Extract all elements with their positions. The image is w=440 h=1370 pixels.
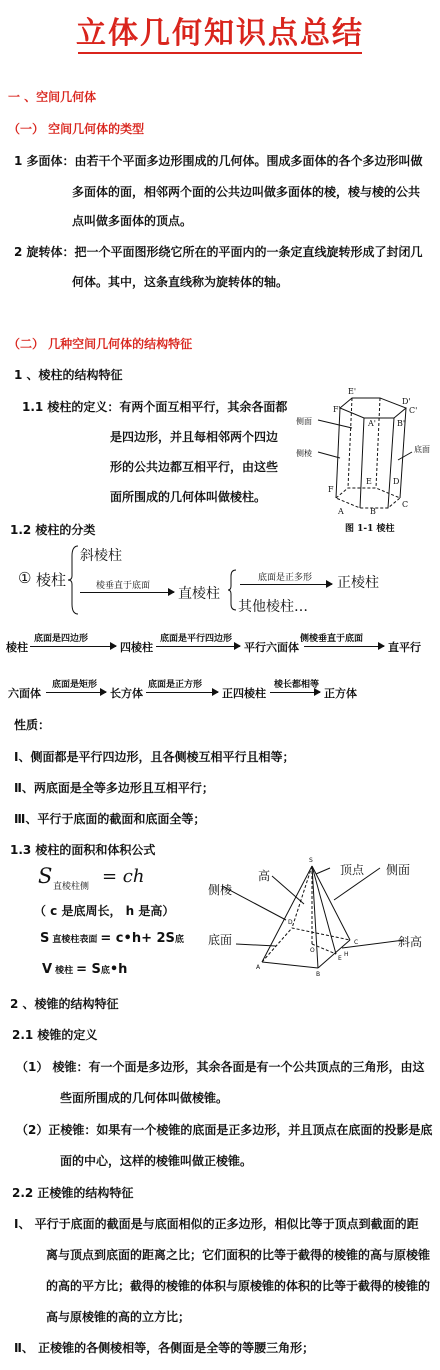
chain1-node-2: 四棱柱 [120, 641, 153, 654]
vertex-label-f: F [328, 485, 334, 494]
formula-volume-sub2: 底 [100, 966, 110, 976]
chain2-node-3: 正四棱柱 [222, 687, 266, 700]
chain1-cond-1: 底面是四边形 [34, 634, 89, 644]
pyramid-def2-line2: 面的中心，这样的棱锥叫做正棱锥。 [60, 1154, 253, 1168]
prism-def-line2: 是四边形，并且每相邻两个四边 [110, 430, 279, 444]
chain1-node-4: 直平行 [388, 641, 421, 654]
pyramid-heading: 2 、棱锥的结构特征 [10, 997, 119, 1011]
chain2-cond-1: 底面是矩形 [52, 680, 98, 690]
tree-number: ① [18, 569, 32, 587]
formula-volume-tail: •h [109, 962, 128, 977]
prop-2: Ⅱ、两底面是全等多边形且互相平行； [14, 781, 214, 795]
pyramid-def2-line1: （2）正棱锥：如果有一个棱锥的底面是正多边形，并且顶点在底面的投影是底 [16, 1123, 433, 1137]
subsection-heading-structure: （二） 几种空间几何体的结构特征 [8, 337, 193, 351]
subsection-heading-types: （一） 空间几何体的类型 [8, 122, 145, 136]
prism-class-heading: 1.2 棱柱的分类 [10, 523, 96, 537]
pyramid-label-height: 高 [258, 869, 271, 883]
chain1-cond-3: 侧棱垂直于底面 [300, 634, 364, 644]
pyramid-label-base: 底面 [208, 933, 233, 947]
tree-oblique-prism: 斜棱柱 [80, 548, 122, 564]
pyramid-feat1-line4: 高与原棱锥的高的立方比； [46, 1310, 191, 1324]
tree-right-prism: 直棱柱 [178, 586, 220, 602]
formula-surface-sub: 直棱柱表面 [52, 935, 98, 945]
pyramid-vertex-c: C [354, 939, 359, 946]
vertex-label-d: D [393, 477, 400, 486]
pyramid-feat2: Ⅱ、 正棱锥的各侧棱相等，各侧面是全等的等腰三角形； [14, 1341, 315, 1355]
formula-volume-sub: 棱柱 [55, 966, 74, 976]
pyramid-feat1-line3: 的高的平方比；截得的棱锥的体积与原棱锥的体积的比等于截得的棱锥的 [46, 1279, 431, 1293]
prism-heading: 1 、棱柱的结构特征 [14, 368, 123, 382]
chain1-node-1: 棱柱 [6, 641, 28, 654]
vertex-label-c: C [402, 500, 409, 509]
prop-1: Ⅰ、侧面都是平行四边形，且各侧棱互相平行且相等； [14, 750, 295, 764]
vertex-label-f-prime: F' [333, 405, 341, 414]
pyramid-def-heading: 2.1 棱锥的定义 [12, 1028, 98, 1042]
def-rotation-line2: 何体。其中，这条直线称为旋转体的轴。 [72, 275, 289, 289]
chain2-cond-2: 底面是正方形 [148, 680, 203, 690]
prism-label-side-face: 侧面 [296, 417, 312, 426]
tree-root: 棱柱 [36, 571, 67, 589]
prism-label-lateral-edge: 侧棱 [296, 449, 312, 458]
vertex-label-e-prime: E' [348, 387, 357, 396]
def-polyhedron-line3: 点叫做多面体的顶点。 [72, 214, 193, 228]
props-heading: 性质： [14, 718, 51, 732]
vertex-label-b: B [370, 507, 376, 516]
def-rotation-line1: 2 旋转体：把一个平面图形绕它所在的平面内的一条定直线旋转形成了封闭几 [14, 245, 423, 259]
pyramid-vertex-e: E [338, 955, 342, 962]
pyramid-vertex-o: O [310, 947, 315, 954]
page-title: 立体几何知识点总结 [76, 16, 364, 51]
section-heading-1: 一 、空间几何体 [8, 90, 97, 104]
pyramid-vertex-a: A [256, 964, 261, 971]
prism-def-line1: 1.1 棱柱的定义：有两个面互相平行，其余各面都 [22, 400, 288, 414]
prism-def-line3: 形的公共边都互相平行，由这些 [110, 460, 279, 474]
chain1-node-3: 平行六面体 [244, 641, 299, 654]
def-polyhedron-line1: 1 多面体：由若干个平面多边形围成的几何体。围成多面体的各个多边形叫做 [14, 154, 423, 168]
formula-surface-sub2: 底 [174, 935, 184, 945]
tree-regular-prism: 正棱柱 [337, 575, 379, 591]
pyramid-feat1-line1: Ⅰ、 平行于底面的截面是与底面相似的正多边形，相似比等于顶点到截面的距 [14, 1217, 419, 1231]
prism-figure-caption: 图 1-1 棱柱 [345, 524, 395, 534]
vertex-label-e: E [366, 477, 372, 486]
formula-lateral-rhs: = ch [102, 866, 145, 887]
vertex-label-a-prime: A' [368, 419, 376, 428]
vertex-label-c-prime: C' [409, 406, 418, 415]
pyramid-vertex-h: H [344, 951, 349, 958]
vertex-label-a: A [338, 507, 344, 516]
tree-cond-perpendicular: 棱垂直于底面 [96, 581, 151, 591]
pyramid-def1-line1: （1） 棱锥：有一个面是多边形，其余各面是有一个公共顶点的三角形，由这 [16, 1060, 425, 1074]
formula-lateral-sub: 直棱柱侧 [53, 882, 90, 892]
prism-label-base: 底面 [414, 445, 430, 454]
pyramid-label-apex: 顶点 [340, 863, 365, 877]
chain1-cond-2: 底面是平行四边形 [160, 634, 233, 644]
formula-lateral-s: S [38, 864, 53, 888]
chain2-node-2: 长方体 [110, 687, 143, 700]
pyramid-label-slant-height: 斜高 [398, 935, 423, 949]
formula-surface-rhs: = c•h+ 2S [100, 931, 175, 946]
pyramid-vertex-d: D [288, 919, 293, 926]
pyramid-def1-line2: 些面所围成的几何体叫做棱锥。 [60, 1091, 229, 1105]
pyramid-vertex-b: B [316, 971, 321, 978]
tree-cond-regular-base: 底面是正多形 [258, 573, 313, 583]
formula-surface-lhs: S [40, 931, 50, 946]
pyramid-feat-heading: 2.2 正棱锥的结构特征 [12, 1186, 134, 1200]
tree-other-prism: 其他棱柱… [238, 599, 308, 615]
prism-def-line4: 面所围成的几何体叫做棱柱。 [110, 490, 267, 504]
vertex-label-b-prime: B' [397, 419, 406, 428]
pyramid-feat1-line2: 离与顶点到底面的距离之比；它们面积的比等于截得的棱锥的高与原棱锥 [46, 1248, 431, 1262]
vertex-label-d-prime: D' [402, 397, 411, 406]
pyramid-label-lateral-edge: 侧棱 [208, 883, 233, 897]
formula-heading: 1.3 棱柱的面积和体积公式 [10, 843, 156, 857]
formula-volume-lhs: V [42, 962, 53, 977]
chain2-node-4: 正方体 [324, 687, 357, 700]
chain2-node-1: 六面体 [8, 687, 41, 700]
pyramid-label-side-face: 侧面 [386, 863, 411, 877]
prop-3: Ⅲ、平行于底面的截面和底面全等； [14, 812, 206, 826]
chain2-cond-3: 棱长都相等 [274, 680, 320, 690]
pyramid-vertex-s: S [309, 857, 313, 864]
formula-volume-rhs: = S [76, 962, 101, 977]
def-polyhedron-line2: 多面体的面，相邻两个面的公共边叫做多面体的棱，棱与棱的公共 [72, 185, 421, 199]
formula-note: （ c 是底周长， h 是高） [34, 904, 175, 918]
